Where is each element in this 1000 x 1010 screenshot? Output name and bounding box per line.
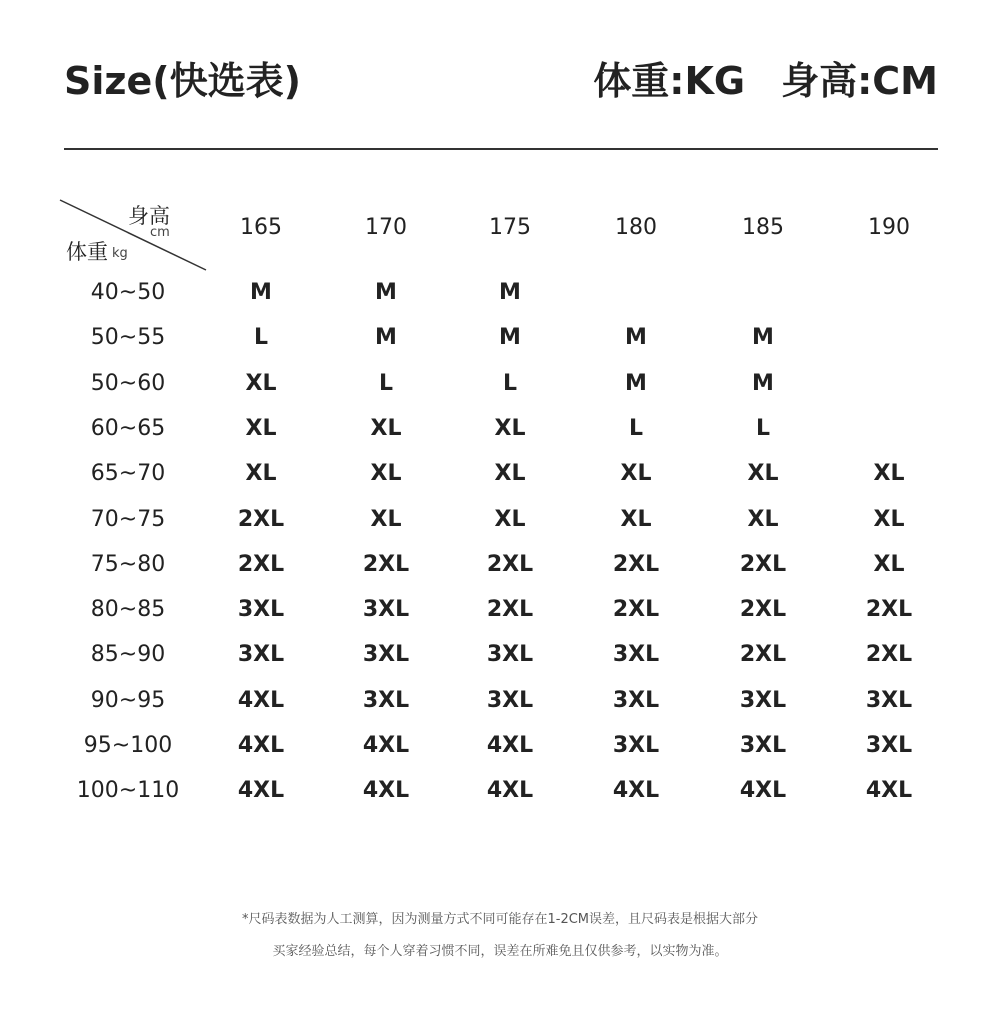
size-cell: L [378, 371, 394, 396]
column-header: 175 [489, 215, 531, 240]
column-header: 170 [365, 215, 407, 240]
size-cell: XL [873, 507, 905, 532]
corner-height-label: 身高 [128, 204, 170, 228]
size-cell: M [250, 280, 272, 305]
size-cell: 4XL [486, 778, 534, 803]
column-header: 165 [240, 215, 282, 240]
column-header: 185 [742, 215, 784, 240]
corner-height-unit: cm [150, 225, 170, 240]
row-header: 100~110 [76, 778, 180, 803]
size-cell: 2XL [612, 552, 660, 577]
size-cell: XL [245, 461, 277, 486]
header-divider [64, 148, 938, 150]
weight-unit-label: 体重:KG [593, 59, 746, 103]
size-cell: XL [370, 416, 402, 441]
size-cell: 3XL [486, 688, 534, 713]
size-cell: M [375, 280, 397, 305]
size-cell: 3XL [486, 642, 534, 667]
size-cell: M [752, 325, 774, 350]
size-cell: 3XL [739, 733, 787, 758]
size-cell: 3XL [237, 642, 285, 667]
size-cell: M [752, 371, 774, 396]
corner-weight-unit: kg [112, 246, 128, 261]
height-unit-label: 身高:CM [781, 59, 938, 103]
size-cell: 4XL [612, 778, 660, 803]
row-header: 40~50 [90, 280, 166, 305]
size-cell: 3XL [739, 688, 787, 713]
row-header: 90~95 [90, 688, 166, 713]
row-header: 50~55 [90, 325, 166, 350]
size-cell: XL [245, 371, 277, 396]
page-title: Size(快选表) [64, 59, 302, 103]
size-cell: 2XL [237, 552, 285, 577]
size-cell: XL [873, 461, 905, 486]
size-cell: XL [494, 507, 526, 532]
size-cell: 3XL [612, 733, 660, 758]
row-header: 95~100 [83, 733, 173, 758]
corner-weight-label: 体重 [66, 240, 108, 264]
size-cell: L [755, 416, 771, 441]
size-cell: 2XL [362, 552, 410, 577]
size-cell: M [499, 325, 521, 350]
size-cell: M [625, 325, 647, 350]
size-cell: 2XL [739, 642, 787, 667]
table-corner-cell [58, 198, 208, 272]
size-cell: M [499, 280, 521, 305]
size-cell: XL [370, 507, 402, 532]
size-cell: 4XL [865, 778, 913, 803]
row-header: 50~60 [90, 371, 166, 396]
column-header: 190 [868, 215, 910, 240]
row-header: 60~65 [90, 416, 166, 441]
size-cell: XL [245, 416, 277, 441]
size-cell: XL [747, 507, 779, 532]
size-cell: M [375, 325, 397, 350]
size-cell: 2XL [237, 507, 285, 532]
size-cell: 3XL [362, 642, 410, 667]
size-cell: XL [620, 507, 652, 532]
size-cell: L [628, 416, 644, 441]
row-header: 80~85 [90, 597, 166, 622]
footer-note-line-2: 买家经验总结，每个人穿着习惯不同，误差在所难免且仅供参考，以实物为准。 [272, 944, 728, 959]
size-cell: 2XL [739, 597, 787, 622]
size-cell: 3XL [865, 733, 913, 758]
size-cell: 4XL [739, 778, 787, 803]
size-cell: 2XL [865, 597, 913, 622]
row-header: 70~75 [90, 507, 166, 532]
size-cell: XL [494, 416, 526, 441]
size-cell: XL [494, 461, 526, 486]
size-cell: 4XL [362, 778, 410, 803]
size-cell: 3XL [612, 688, 660, 713]
row-header: 65~70 [90, 461, 166, 486]
size-cell: M [625, 371, 647, 396]
size-cell: 4XL [237, 688, 285, 713]
size-cell: 2XL [739, 552, 787, 577]
size-cell: 2XL [865, 642, 913, 667]
size-cell: 4XL [486, 733, 534, 758]
size-cell: 4XL [237, 778, 285, 803]
size-cell: 4XL [362, 733, 410, 758]
size-cell: 3XL [865, 688, 913, 713]
footer-note-line-1: *尺码表数据为人工测算，因为测量方式不同可能存在1-2CM误差，且尺码表是根据大部分 [241, 912, 759, 927]
size-cell: XL [620, 461, 652, 486]
column-header: 180 [615, 215, 657, 240]
row-header: 85~90 [90, 642, 166, 667]
size-cell: 3XL [612, 642, 660, 667]
unit-legend [593, 50, 938, 105]
size-cell: 2XL [486, 552, 534, 577]
size-cell: 3XL [362, 688, 410, 713]
size-cell: XL [747, 461, 779, 486]
size-cell: XL [370, 461, 402, 486]
row-header: 75~80 [90, 552, 166, 577]
size-cell: XL [873, 552, 905, 577]
size-cell: 3XL [362, 597, 410, 622]
size-cell: L [253, 325, 269, 350]
size-cell: 2XL [486, 597, 534, 622]
size-cell: 3XL [237, 597, 285, 622]
size-cell: L [502, 371, 518, 396]
size-cell: 4XL [237, 733, 285, 758]
size-cell: 2XL [612, 597, 660, 622]
